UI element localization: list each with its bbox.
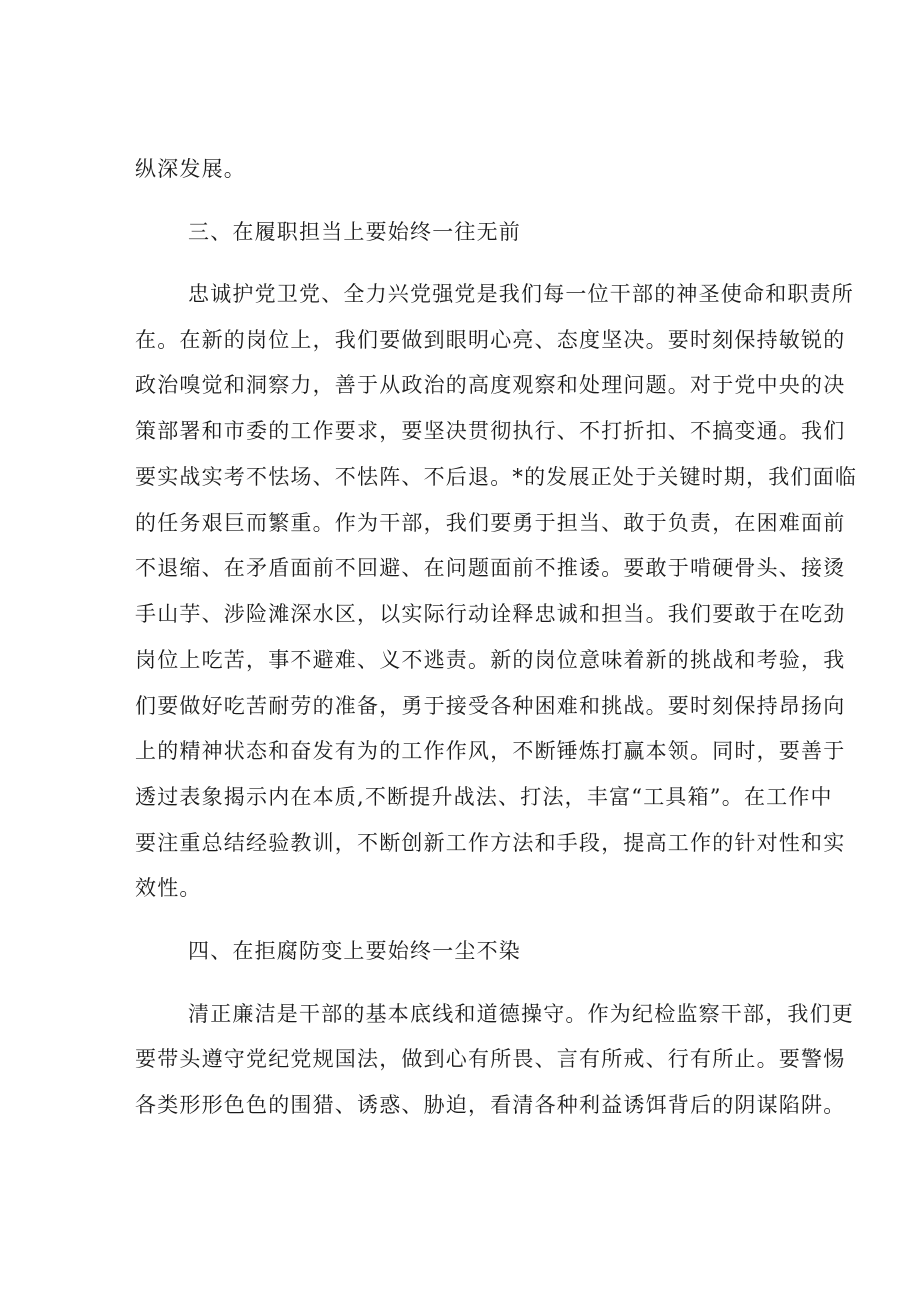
text-line: 清正廉洁是干部的基本底线和道德操守。作为纪检监察干部，我们更 [188,1002,854,1026]
text-line: 上的精神状态和奋发有为的工作作风，不断锤炼打赢本领。同时，要善于 [135,739,846,763]
section-heading: 四、在拒腐防变上要始终一尘不染 [188,939,521,963]
text-line: 效性。 [135,876,202,900]
section-heading: 三、在履职担当上要始终一往无前 [188,220,521,244]
text-line: 政治嗅觉和洞察力，善于从政治的高度观察和处理问题。对于党中央的决 [135,373,846,397]
text-line: 不退缩、在矛盾面前不回避、在问题面前不推诿。要敢于啃硬骨头、接烫 [135,556,846,580]
text-line: 在。在新的岗位上，我们要做到眼明心亮、态度坚决。要时刻保持敏锐的 [135,328,846,352]
text-line: 手山芋、涉险滩深水区，以实际行动诠释忠诚和担当。我们要敢于在吃劲 [135,602,846,626]
text-line: 策部署和市委的工作要求，要坚决贯彻执行、不打折扣、不搞变通。我们 [135,419,846,443]
text-line: 的任务艰巨而繁重。作为干部，我们要勇于担当、敢于负责，在困难面前 [135,511,846,535]
text-line: 们要做好吃苦耐劳的准备，勇于接受各种困难和挑战。要时刻保持昂扬向 [135,694,846,718]
text-line: 各类形形色色的围猎、诱惑、胁迫，看清各种利益诱饵背后的阴谋陷阱。 [135,1093,846,1117]
text-line: 透过表象揭示内在本质,不断提升战法、打法，丰富“工具箱”。在工作中 [135,785,833,809]
text-line: 纵深发展。 [135,157,246,181]
text-line: 忠诚护党卫党、全力兴党强党是我们每一位干部的神圣使命和职责所 [188,282,854,306]
text-line: 岗位上吃苦，事不避难、义不逃责。新的岗位意味着新的挑战和考验，我 [135,648,846,672]
text-line: 要注重总结经验教训，不断创新工作方法和手段，提高工作的针对性和实 [135,831,846,855]
text-line: 要实战实考不怯场、不怯阵、不后退。*的发展正处于关键时期，我们面临 [135,465,858,489]
text-line: 要带头遵守党纪党规国法，做到心有所畏、言有所戒、行有所止。要警惕 [135,1047,846,1071]
